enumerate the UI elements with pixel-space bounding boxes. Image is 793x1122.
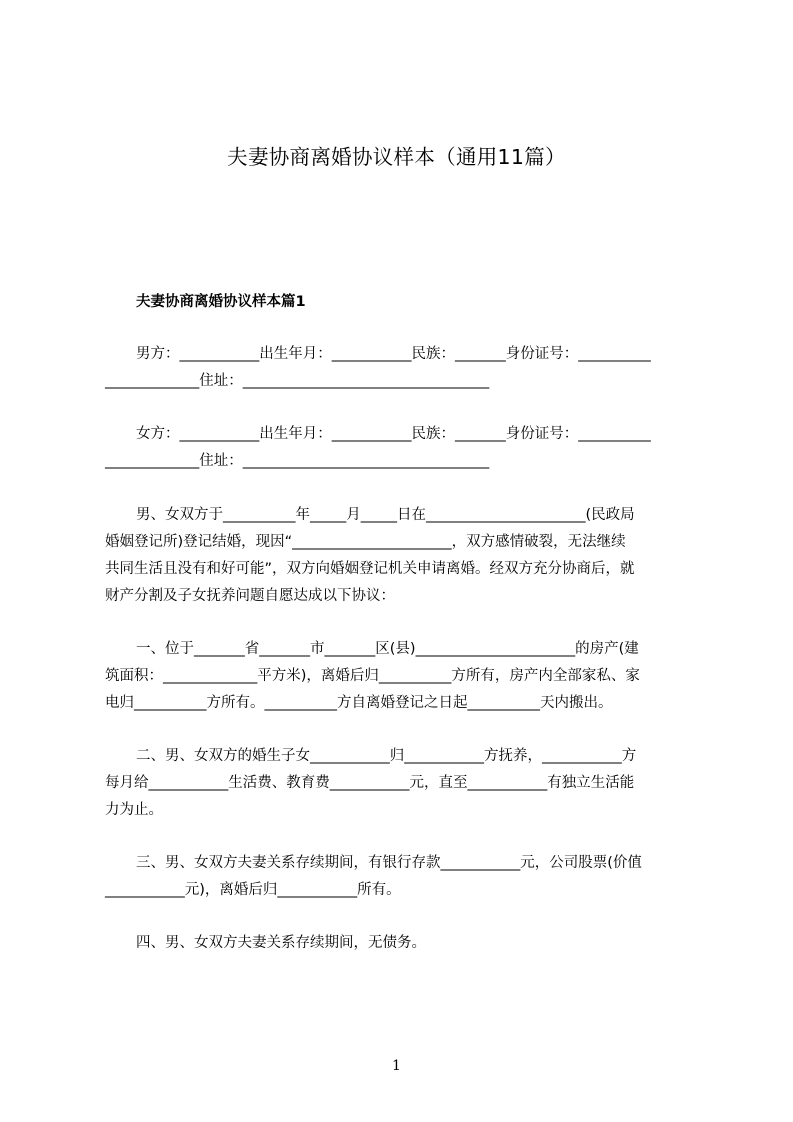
property-paragraph-line-1: 一、位于_______省_______市_______区(县)______________________的房产(建 (136, 641, 639, 657)
document-title: 夫妻协商离婚协议样本（通用11篇） (227, 145, 566, 169)
savings-paragraph-line-2: ___________元)，离婚后归___________所有。 (105, 882, 401, 898)
savings-paragraph-line-1: 三、男、女双方夫妻关系存续期间，有银行存款___________元，公司股票(价值 (136, 855, 642, 871)
debt-paragraph-line-1: 四、男、女双方夫妻关系存续期间，无债务。 (136, 935, 426, 951)
marriage-paragraph-line-1: 男、女双方于__________年_____月_____日在______________________(民政局 (136, 507, 635, 523)
female-info-line-1: 女方：___________出生年月：___________民族：_______身份证号：__________ (136, 426, 651, 442)
marriage-paragraph-line-4: 财产分割及子女抚养问题自愿达成以下协议： (105, 588, 395, 604)
page-number: 1 (392, 1058, 401, 1074)
female-info-line-2: _____________住址：__________________________________ (105, 453, 490, 469)
property-paragraph-line-2: 筑面积：_____________平方米)，离婚后归__________方所有，房产内全部家私、家 (105, 668, 640, 684)
child-paragraph-line-1: 二、男、女双方的婚生子女___________归___________方抚养，___________方 (136, 748, 637, 764)
property-paragraph-line-3: 电归__________方所有。__________方自离婚登记之日起__________天内搬出。 (105, 695, 613, 711)
male-info-line-1: 男方：___________出生年月：___________民族：_______身份证号：__________ (136, 346, 651, 362)
section-title: 夫妻协商离婚协议样本篇1 (136, 294, 306, 310)
child-paragraph-line-3: 力为止。 (105, 802, 163, 818)
male-info-line-2: _____________住址：__________________________________ (105, 373, 490, 389)
child-paragraph-line-2: 每月给___________生活费、教育费___________元，直至___________有独立生活能 (105, 775, 635, 791)
marriage-paragraph-line-2: 婚姻登记所)登记结婚，现因“______________________，双方感情破裂，无法继续 (105, 534, 626, 550)
marriage-paragraph-line-3: 共同生活且没有和好可能”，双方向婚姻登记机关申请离婚。经双方充分协商后，就 (105, 561, 635, 577)
